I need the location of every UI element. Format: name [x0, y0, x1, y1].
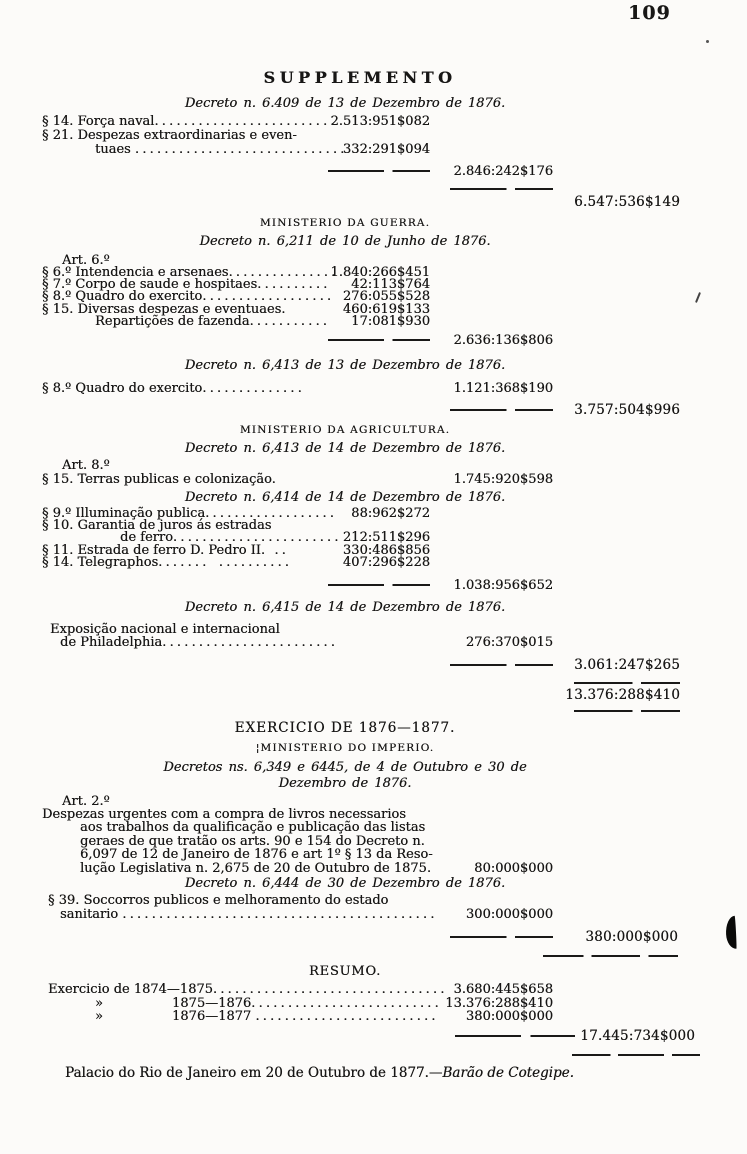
dot-leader: ............... — [228, 264, 339, 280]
dot-leader: ........................ — [162, 634, 339, 650]
article-label: Art. 2.º — [62, 793, 110, 809]
row-label: § 39. Soccorros publicos e melhoramento do estado — [48, 893, 389, 909]
paragraph-line — [40, 821, 680, 835]
paragraph-line — [40, 835, 680, 849]
amount-col1: 17:081$930 — [351, 314, 430, 330]
page-number: 109 — [628, 2, 671, 24]
row-label: § 11. Estrada de ferro D. Pedro II. — [42, 542, 266, 558]
row-label: Exposição nacional e internacional — [50, 621, 280, 637]
row-label: aos trabalhos da qualificação e publicação das listas — [80, 820, 426, 836]
ledger-row — [40, 129, 680, 143]
decree-line: Decreto n. 6,415 de 14 de Dezembro de 1876. — [184, 599, 506, 615]
ledger-row — [40, 636, 680, 650]
total-row — [40, 657, 680, 672]
sum-rule — [574, 682, 680, 684]
total-row — [40, 929, 680, 944]
amount-col1: 460:619$133 — [342, 301, 430, 317]
ledger-row — [40, 894, 680, 908]
row-label: § 15. Diversas despezas e eventuaes. — [42, 301, 286, 317]
summary-row — [40, 1010, 680, 1024]
ditto-mark: » — [95, 995, 103, 1011]
amount-col2: 276:370$015 — [465, 634, 553, 650]
row-label: Exercicio de 1874—1875 — [48, 982, 213, 998]
subtotal-row — [40, 163, 680, 178]
dot-leader: ....... .......... — [158, 555, 293, 571]
exercise-heading: EXERCICIO DE 1876—1877. — [234, 719, 456, 736]
summary-row — [40, 983, 680, 997]
amount-col1: 2.513:951$082 — [330, 114, 430, 129]
ledger-row — [40, 143, 680, 157]
paragraph-line — [40, 808, 680, 822]
decree-line: Decreto n. 6,414 de 14 de Dezembro de 1876. — [184, 489, 506, 505]
row-label: de Philadelphia — [60, 634, 163, 650]
rule-row — [40, 1052, 680, 1060]
ledger-row — [40, 473, 680, 487]
ledger-row — [40, 382, 680, 396]
signature-line — [40, 1065, 680, 1081]
dot-leader: .................. — [205, 505, 338, 521]
dot-leader: .................. — [202, 289, 335, 305]
row-label: 1875—1876 — [172, 995, 252, 1011]
total-amount: 6.547:536$149 — [574, 193, 680, 210]
dot-leader: .. — [265, 542, 290, 558]
amount-col2: 300:000$000 — [465, 906, 553, 922]
rule-row — [40, 708, 680, 714]
amount-col1: 407:296$228 — [342, 555, 430, 571]
document-content — [40, 68, 695, 1081]
row-label: tuaes — [95, 141, 135, 157]
decree-line: Dezembro de 1876. — [278, 775, 412, 791]
amount-col1: 330:486$856 — [342, 542, 430, 558]
amount-col2: 80:000$000 — [474, 860, 553, 876]
subtotal-row — [40, 332, 680, 347]
row-label: 6,097 de 12 de Janeiro de 1876 e art 1º § 13 da Reso- — [80, 847, 433, 863]
total-amount: 3.061:247$265 — [574, 656, 680, 673]
sum-rule — [328, 339, 430, 341]
total-amount: 380:000$000 — [585, 929, 678, 946]
amount-col1: 42:113$764 — [351, 276, 430, 292]
rule-row — [40, 953, 680, 959]
row-label: lução Legislativa n. 2,675 de 20 de Outubro de 1875. — [80, 860, 431, 876]
ledger-row — [40, 557, 680, 569]
article-label: Art. 6.º — [62, 252, 110, 268]
dot-leader: .......................... — [251, 995, 442, 1011]
total-row — [40, 194, 680, 209]
decree-line: Decreto n. 6,211 de 10 de Junho de 1876. — [199, 233, 491, 249]
row-label: § 8.º Quadro do exercito — [42, 289, 203, 305]
ledger-row — [40, 908, 680, 922]
dot-leader: .......... — [257, 276, 331, 292]
dot-leader: ........................................... — [122, 906, 438, 922]
grand-total-amount: 17.445:734$000 — [580, 1027, 695, 1044]
grand-total-row — [40, 687, 680, 702]
amount-col1: 88:962$272 — [351, 505, 430, 521]
article-label: Art. 8.º — [62, 457, 110, 473]
rule-row — [40, 680, 680, 686]
total-row — [40, 402, 680, 417]
decree-line: Decretos ns. 6,349 e 6445, de 4 de Outubro e 30 de — [163, 759, 527, 775]
row-label: § 6.º Intendencia e arsenaes — [42, 264, 229, 280]
ink-blot-artifact — [725, 916, 737, 949]
subtotal-amount: 1.038:956$652 — [453, 577, 553, 593]
ledger-row — [40, 862, 680, 876]
summary-heading: RESUMO. — [308, 964, 382, 980]
scan-speck-artifact — [695, 292, 701, 303]
sum-rule — [328, 584, 430, 586]
rule-row — [40, 186, 680, 192]
row-label: § 15. Terras publicas e colonização. — [42, 471, 276, 487]
amount-col1: 1.840:266$451 — [330, 264, 430, 280]
amount-col1: 276:055$528 — [342, 289, 430, 305]
sum-rule — [543, 955, 678, 957]
row-label: geraes de que tratão os arts. 90 e 154 do Decreto n. — [80, 833, 425, 849]
row-label: § 8.º Quadro do exercito — [42, 380, 203, 396]
dot-leader: ............................. — [134, 141, 348, 157]
ledger-row — [40, 115, 680, 129]
row-label: sanitario — [60, 906, 123, 922]
row-label: § 14. Telegraphos — [42, 555, 159, 571]
subtotal-amount: 2.846:242$176 — [453, 163, 553, 179]
grand-total-amount: 13.376:288$410 — [565, 686, 680, 703]
signature-text: Palacio do Rio de Janeiro em 20 de Outubro de 1877.— — [65, 1064, 443, 1081]
total-amount: 3.757:504$996 — [574, 401, 680, 418]
row-label: § 7.º Corpo de saude e hospitaes — [42, 276, 258, 292]
decree-line: Decreto n. 6.409 de 13 de Dezembro de 1876. — [184, 96, 506, 111]
row-label: § 21. Despezas extraordinarias e even- — [42, 128, 297, 143]
subtotal-amount: 2.636:136$806 — [453, 332, 553, 348]
sum-rule — [450, 409, 553, 411]
grand-total-row — [40, 1027, 695, 1044]
dot-leader: ......................... — [154, 114, 338, 129]
amount-col2: 1.745:920$598 — [453, 471, 553, 487]
sum-rule — [450, 188, 553, 190]
sum-rule — [455, 1035, 575, 1037]
amount-col2: 13.376:288$410 — [445, 995, 553, 1011]
sum-rule — [450, 664, 553, 666]
ministry-heading: MINISTERIO DA AGRICULTURA. — [239, 423, 451, 436]
row-label: § 9.º Illuminação publica — [42, 505, 206, 521]
row-label: § 14. Força naval — [42, 114, 155, 129]
amount-col2: 3.680:445$658 — [453, 982, 553, 998]
row-label: § 10. Garantia de juros ás estradas — [42, 517, 272, 533]
row-label: Repartições de fazenda — [95, 314, 250, 330]
dot-leader: ................................ — [212, 982, 448, 998]
ditto-mark: » — [95, 1009, 103, 1025]
sum-rule — [328, 170, 430, 172]
decree-line: Decreto n. 6,413 de 14 de Dezembro de 1876. — [184, 440, 506, 456]
sum-rule — [572, 1054, 700, 1056]
dot-leader: ......................... — [255, 1009, 439, 1025]
row-label: 1876—1877 — [172, 1009, 256, 1025]
dot-leader: ........... — [249, 314, 331, 330]
ministry-heading: MINISTERIO DA GUERRA. — [259, 216, 431, 229]
summary-row — [40, 997, 680, 1011]
row-label: de ferro — [120, 530, 173, 546]
row-label: Despezas urgentes com a compra de livros necessarios — [42, 806, 406, 822]
page-title: SUPPLEMENTO — [263, 68, 457, 87]
decree-line: Decreto n. 6,413 de 13 de Dezembro de 1876. — [184, 357, 506, 373]
dot-leader: ....................... — [172, 530, 342, 546]
subtotal-row — [40, 577, 680, 592]
amount-col1: 212:511$296 — [342, 530, 430, 546]
amount-col1: 332:291$094 — [342, 141, 430, 157]
dot-leader: .............. — [202, 380, 305, 396]
amount-col2: 380:000$000 — [465, 1009, 553, 1025]
sum-rule — [450, 936, 553, 938]
scan-speck-artifact — [706, 40, 709, 43]
amount-col2: 1.121:368$190 — [453, 380, 553, 396]
paragraph-line — [40, 848, 680, 862]
ministry-heading: ¦MINISTERIO DO IMPERIO. — [255, 741, 435, 754]
ledger-row — [40, 316, 680, 328]
sum-rule — [574, 710, 680, 712]
decree-line: Decreto n. 6,444 de 30 de Dezembro de 1876. — [184, 876, 506, 892]
signature-name: Barão de Cotegipe. — [442, 1064, 574, 1081]
